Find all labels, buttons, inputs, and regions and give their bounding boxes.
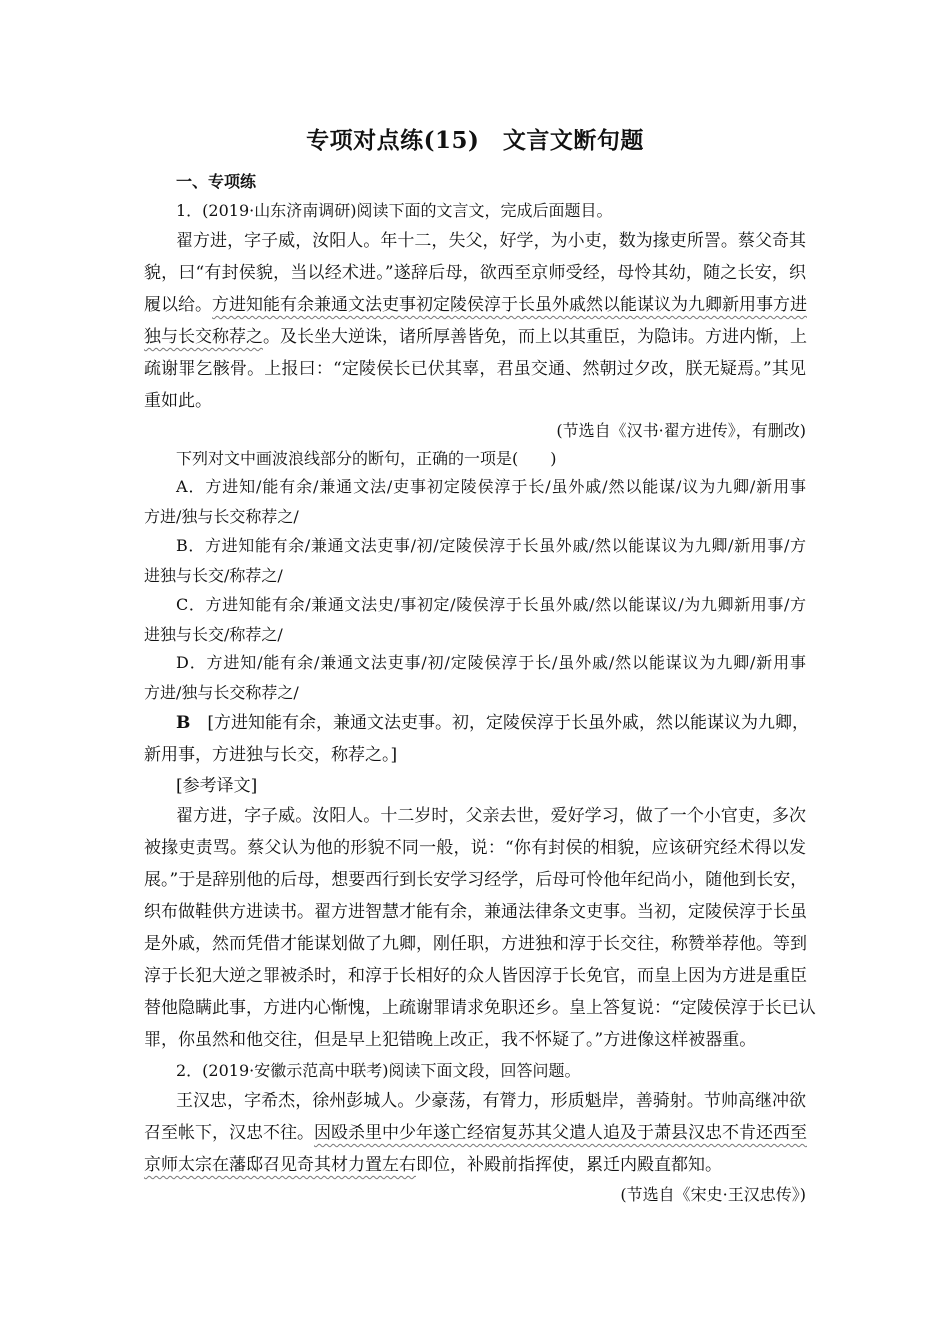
passage-line: 京师太宗在藩邸召见奇其材力置左右即位，补殿前指挥使，累迁内殿直都知。 [144, 1155, 722, 1175]
passage-line: 履以给。方进知能有余兼通文法吏事初定陵侯淳于长虽外戚然以能谋议为九卿新用事方进 [144, 295, 807, 315]
wavy-underlined-passage: 因殴杀里中少年遂亡经宿复苏其父遣人追及于萧县汉忠不肯还西至 [314, 1123, 807, 1143]
option-d-cont: 方进/独与长交称荐之/ [144, 683, 299, 702]
passage-line: 召至帐下，汉忠不往。因殴杀里中少年遂亡经宿复苏其父遣人追及于萧县汉忠不肯还西至 [144, 1123, 807, 1143]
passage-line: 疏谢罪乞骸骨。上报曰：“定陵侯长已伏其辜，君虽交通、然朝过夕改，朕无疑焉。”其见 [144, 359, 806, 379]
answer-line: B [方进知能有余，兼通文法吏事。初，定陵侯淳于长虽外戚，然以能谋议为九卿， [176, 713, 810, 733]
section-heading: 一、专项练 [176, 172, 257, 191]
source-citation: (节选自《宋史·王汉忠传》) [620, 1185, 806, 1204]
passage-line: 翟方进，字子威，汝阳人。年十二，失父，好学，为小吏，数为掾吏所詈。蔡父奇其 [176, 231, 806, 251]
option-a: A．方进知/能有余/兼通文法/吏事初定陵侯淳于长/虽外戚/然以能谋/议为九卿/新用事 [176, 477, 806, 496]
option-a-cont: 方进/独与长交称荐之/ [144, 507, 299, 526]
question-1-header: 1．(2019·山东济南调研)阅读下面的文言文，完成后面题目。 [176, 201, 613, 220]
option-c: C．方进知能有余/兼通文法史/事初定/陵侯淳于长虽外戚/然以能谋议/为九卿新用事/方 [176, 595, 806, 614]
question-2-header: 2．(2019·安徽示范高中联考)阅读下面文段，回答问题。 [176, 1061, 581, 1080]
option-c-cont: 进独与长交/称荐之/ [144, 625, 283, 644]
answer-line: 新用事，方进独与长交，称荐之。] [144, 745, 398, 765]
passage-line: 重如此。 [144, 391, 212, 411]
translation-line: 是外戚，然而凭借才能谋划做了九卿，刚任职，方进独和淳于长交往，称赞举荐他。等到 [144, 934, 807, 954]
wavy-underlined-passage: 京师太宗在藩邸召见奇其材力置左右 [144, 1155, 416, 1175]
translation-line: 翟方进，字子威。汝阳人。十二岁时，父亲去世，爱好学习，做了一个小官吏，多次 [176, 806, 806, 826]
page-title: 专项对点练(15) 文言文断句题 [306, 127, 644, 154]
wavy-underlined-passage: 独与长交称荐之 [144, 327, 263, 347]
translation-line: 织布做鞋供方进读书。翟方进智慧才能有余，兼通法律条文吏事。当初，定陵侯淳于长虽 [144, 902, 807, 922]
translation-line: 替他隐瞒此事，方进内心惭愧，上疏谢罪请求免职还乡。皇上答复说：“定陵侯淳于长已认 [144, 998, 816, 1018]
option-b: B．方进知能有余/兼通文法吏事/初/定陵侯淳于长虽外戚/然以能谋议为九卿/新用事/方 [176, 536, 806, 555]
translation-line: 淳于长犯大逆之罪被杀时，和淳于长相好的众人皆因淳于长免官，而皇上因为方进是重臣 [144, 966, 807, 986]
reference-label: [参考译文] [176, 776, 258, 796]
option-d: D．方进知/能有余/兼通文法吏事/初/定陵侯淳于长/虽外戚/然以能谋议为九卿/新用事 [176, 653, 806, 672]
question-stem: 下列对文中画波浪线部分的断句，正确的一项是( ) [176, 449, 557, 468]
passage-line: 独与长交称荐之。及长坐大逆诛，诸所厚善皆免，而上以其重臣，为隐讳。方进内惭，上 [144, 327, 807, 347]
answer-letter: B [176, 713, 191, 733]
passage-line: 貌，曰“有封侯貌，当以经术进。”遂辞后母，欲西至京师受经，母怜其幼，随之长安，织 [144, 263, 806, 283]
translation-line: 被掾吏责骂。蔡父认为他的形貌不同一般，说：“你有封侯的相貌，应该研究经术得以发 [144, 838, 806, 858]
source-citation: (节选自《汉书·翟方进传》，有删改) [556, 421, 806, 440]
translation-line: 罪，你虽然和他交往，但是早上犯错晚上改正，我不怀疑了。”方进像这样被器重。 [144, 1030, 757, 1050]
wavy-underlined-passage: 方进知能有余兼通文法吏事初定陵侯淳于长虽外戚然以能谋议为九卿新用事方进 [212, 295, 807, 315]
option-b-cont: 进独与长交/称荐之/ [144, 566, 283, 585]
passage-line: 王汉忠，字希杰，徐州彭城人。少豪荡，有膂力，形质魁岸，善骑射。节帅高继冲欲 [176, 1091, 806, 1111]
translation-line: 展。”于是辞别他的后母，想要西行到长安学习经学，后母可怜他年纪尚小，随他到长安， [144, 870, 808, 890]
